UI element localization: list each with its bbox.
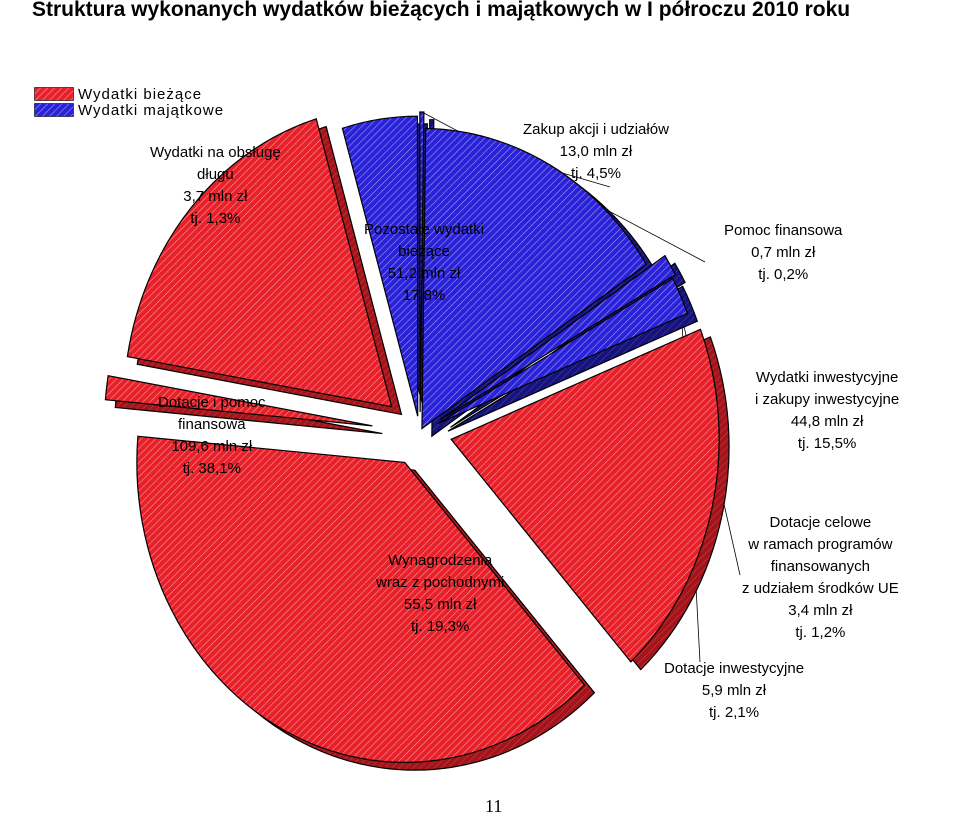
data-label-wynagrodzenia bbox=[376, 550, 504, 638]
legend-item-biezace bbox=[34, 86, 202, 102]
data-label-line: 0,7 mln zł bbox=[751, 244, 816, 261]
data-label-zakup-akcji bbox=[523, 119, 669, 185]
data-label-line: Zakup akcji i udziałów bbox=[523, 121, 669, 138]
data-label-wydatki-inwestycyjne bbox=[755, 367, 899, 455]
data-label-line: bieżące bbox=[398, 243, 450, 260]
data-label-line: 3,4 mln zł bbox=[788, 602, 853, 619]
data-label-line: Pozostałe wydatki bbox=[364, 221, 485, 238]
data-label-line: tj. 1,2% bbox=[795, 624, 846, 641]
data-label-line: i zakupy inwestycyjne bbox=[755, 391, 900, 408]
legend-swatch-majatkowe bbox=[34, 103, 74, 117]
legend-label-majatkowe: Wydatki majątkowe bbox=[78, 101, 225, 119]
data-label-line: Dotacje celowe bbox=[769, 514, 872, 531]
data-label-line: 51,2 mln zł bbox=[387, 265, 461, 282]
data-label-line: 55,5 mln zł bbox=[403, 596, 477, 613]
data-label-line: 44,8 mln zł bbox=[790, 413, 864, 430]
data-label-line: 3,7 mln zł bbox=[183, 188, 248, 205]
data-label-line: 5,9 mln zł bbox=[701, 682, 767, 699]
data-label-obsluga-dlugu bbox=[150, 142, 281, 230]
data-label-line: Wydatki inwestycyjne bbox=[755, 369, 899, 386]
data-label-dotacje-celowe-ue bbox=[742, 512, 899, 644]
data-label-line: 17,8% bbox=[402, 287, 446, 304]
data-label-line: tj. 1,3% bbox=[190, 210, 241, 227]
page-number: 11 bbox=[485, 796, 503, 816]
data-label-dotacje-inwestycyjne bbox=[664, 658, 804, 724]
legend-label-biezace: Wydatki bieżące bbox=[78, 85, 203, 103]
data-label-line: finansowa bbox=[178, 416, 246, 433]
data-label-line: Pomoc finansowa bbox=[724, 222, 843, 239]
legend-swatch-biezace bbox=[34, 87, 74, 101]
data-label-line: finansowanych bbox=[770, 558, 870, 575]
data-label-pomoc-finansowa bbox=[724, 220, 842, 286]
data-label-line: wraz z pochodnymi bbox=[376, 574, 505, 591]
legend-item-majatkowe bbox=[34, 102, 224, 118]
data-label-dotacje-pomoc bbox=[158, 392, 266, 480]
data-label-line: z udziałem środków UE bbox=[742, 580, 899, 597]
data-label-line: tj. 15,5% bbox=[797, 435, 857, 452]
data-label-line: Dotacje inwestycyjne bbox=[664, 660, 805, 677]
data-label-line: w ramach programów bbox=[748, 536, 893, 553]
data-label-line: Wydatki na obsługę bbox=[150, 144, 281, 161]
data-label-line: tj. 4,5% bbox=[570, 165, 621, 182]
data-label-line: Wynagrodzenia bbox=[388, 552, 493, 569]
chart-title: Struktura wykonanych wydatków bieżących i majątkowych w I półroczu 2010 roku bbox=[32, 0, 851, 21]
data-label-line: tj. 0,2% bbox=[758, 266, 809, 283]
data-label-pozostale-biezace bbox=[364, 219, 484, 307]
data-label-line: tj. 19,3% bbox=[411, 618, 470, 635]
data-label-line: 109,6 mln zł bbox=[171, 438, 253, 455]
data-label-line: tj. 38,1% bbox=[182, 460, 241, 477]
data-label-line: tj. 2,1% bbox=[709, 704, 760, 721]
data-label-line: długu bbox=[197, 166, 234, 183]
data-label-line: Dotacje i pomoc bbox=[158, 394, 266, 411]
data-label-line: 13,0 mln zł bbox=[559, 143, 633, 160]
